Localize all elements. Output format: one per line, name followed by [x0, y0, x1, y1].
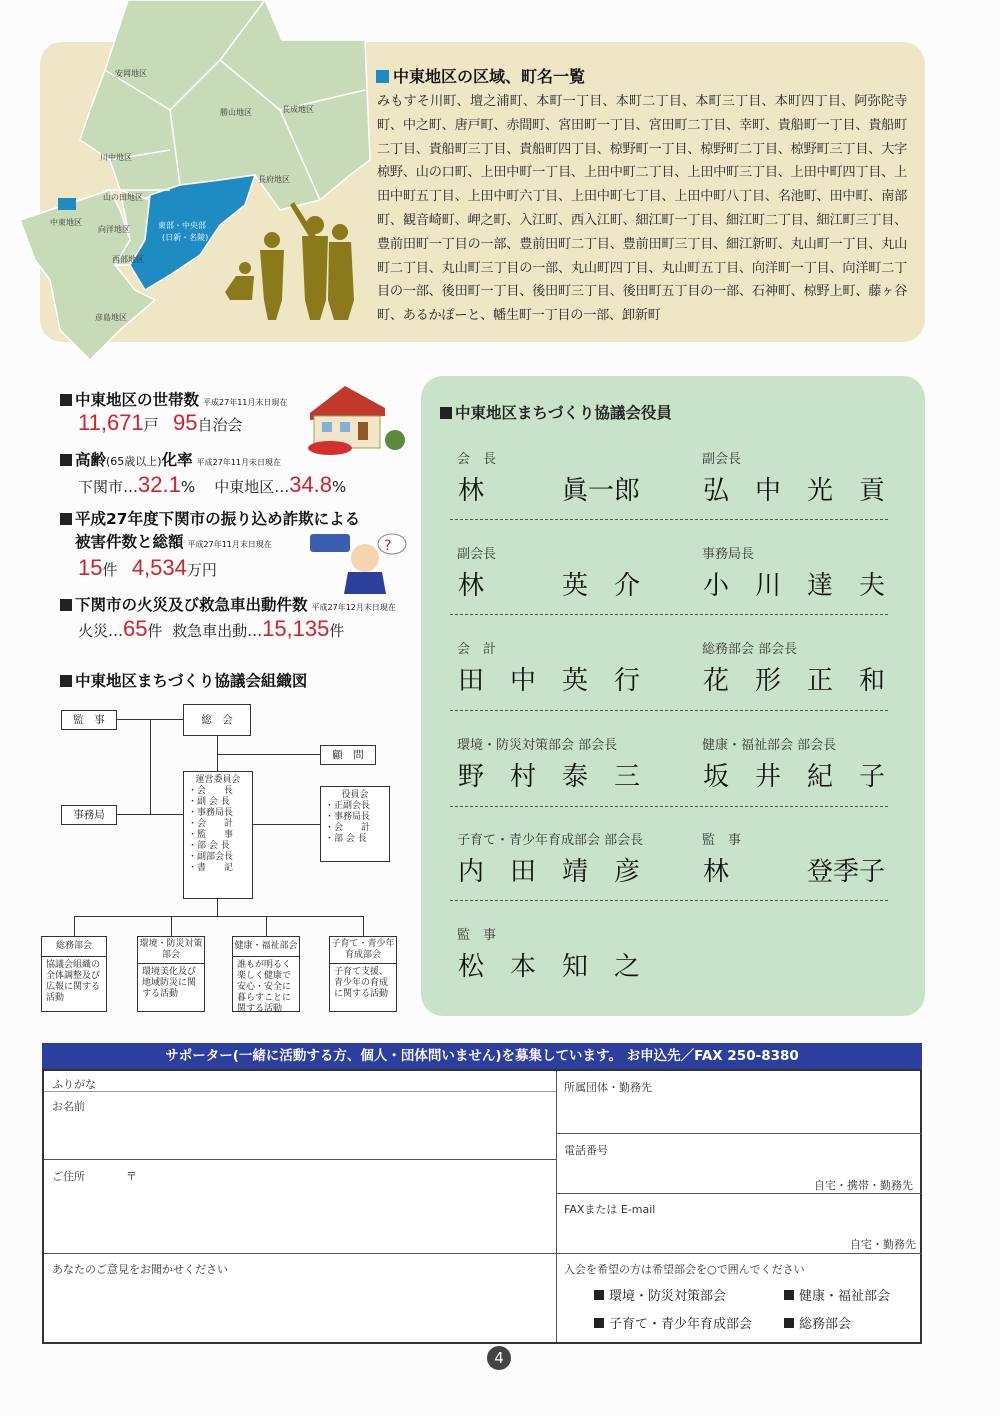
postal-mark: 〒 [126, 1170, 137, 1183]
name-field[interactable] [44, 1111, 554, 1157]
officer-role: 総務部会 部会長 [702, 642, 798, 657]
option-environment[interactable]: 環境・防災対策部会 [594, 1285, 726, 1304]
officer-role: 監 事 [457, 928, 497, 943]
map-label: 向洋地区 [98, 225, 130, 234]
aging-heading: 高齢(65歳以上)化率 平成27年11月末日現在 [60, 448, 281, 470]
officer-name: 坂 井 紀 子 [703, 762, 886, 792]
officer-role: 会 計 [457, 642, 497, 657]
join-note: 入会を希望の方は希望部会を○で囲んでください [564, 1263, 805, 1276]
org-auditor: 監 事 [61, 710, 117, 730]
fraud-heading: 平成27年度下関市の振り込め詐欺による [60, 507, 360, 529]
bullet-icon [60, 599, 72, 611]
address-label: ご住所 [52, 1170, 85, 1183]
org-secretariat: 事務局 [61, 805, 117, 825]
fax-note: 自宅・勤務先 [850, 1238, 916, 1251]
bullet-icon [784, 1290, 794, 1300]
map-legend-swatch [58, 198, 76, 210]
officers-heading: 中東地区まちづくり協議会役員 [440, 401, 672, 423]
heading-square-icon [376, 70, 389, 83]
phone-note: 自宅・携帯・勤務先 [814, 1179, 913, 1192]
house-illustration [300, 378, 410, 456]
map-label: 川中地区 [100, 153, 132, 162]
officer-name: 弘 中 光 貢 [703, 476, 886, 506]
bullet-icon [594, 1318, 604, 1328]
page-number: 4 [487, 1346, 511, 1370]
org-general-meeting: 総 会 [183, 704, 251, 736]
map-label: (日新・名陵) [162, 233, 209, 242]
officer-role: 会 長 [457, 452, 497, 467]
map-region-north [80, 0, 370, 210]
map-label: 東部・中央部 [158, 221, 206, 230]
area-town-list: みもすそ川町、壇之浦町、本町一丁目、本町二丁目、本町三丁目、本町四丁目、阿弥陀寺町、中之町、唐戸町、赤間町、宮田町一丁目、宮田町二丁目、幸町、貴船町一丁目、貴船町二丁目、貴船町三丁目、貴船町四丁目、椋野町一丁目、椋野町二丁目、椋野町三丁目、大字椋野、山の口町、上田中町一丁目、上田中町二丁目、上田中町三丁目、上田中町四丁目、上田中町五丁目、上田中町六丁目、上田中町七丁目、上田中町八丁目、名池町、田中町、南部町、観音崎町、岬之町、入江町、西入江町、細江町一丁目、細江町二丁目、細江町三丁目、豊前田町一丁目の一部、豊前田町二丁目、豊前田町三丁目、細江新町、丸山町一丁目、丸山町二丁目、丸山町三丁目の一部、丸山町四丁目、丸山町五丁目、向洋町一丁目、向洋町二丁目の一部、後田町一丁目、後田町三丁目、後田町五丁目の一部、石神町、椋野上町、藤ヶ谷町、あるかぽーと、幡生町一丁目の一部、卸新町 [377, 94, 907, 324]
family-silhouette [225, 202, 354, 320]
supporter-banner: サポーター(一緒に活動する方、個人・団体問いません)を募集しています。 お申込先／FAX 250-8380 [42, 1043, 922, 1069]
households-heading: 中東地区の世帯数 平成27年11月末日現在 [60, 388, 287, 410]
officer-name: 林 眞一郎 [458, 476, 641, 506]
officer-name: 林 登季子 [703, 857, 886, 887]
bullet-icon [784, 1318, 794, 1328]
officer-name: 田 中 英 行 [458, 666, 641, 696]
area-heading [376, 64, 585, 87]
org-steering-committee: 運営委員会 ・会 長 ・副 会 長 ・事務局長 ・会 計 ・監 事 ・部 会 長 ・副部会長 ・書 記 [183, 771, 253, 899]
fraud-value: 15件 4,534万円 [78, 555, 217, 580]
officer-role: 監 事 [702, 833, 742, 848]
divider [450, 806, 888, 807]
bullet-icon [594, 1290, 604, 1300]
fax-email-field[interactable] [558, 1215, 844, 1251]
map-label: 西部地区 [112, 255, 144, 264]
officer-name: 野 村 泰 三 [458, 762, 641, 792]
fraud-heading-2: 被害件数と総額 平成27年11月末日現在 [75, 533, 272, 551]
phone-field[interactable] [558, 1155, 808, 1191]
furigana-label: ふりがな [52, 1078, 96, 1091]
bullet-icon [440, 407, 452, 419]
org-dept-environment: 環境・防災対策部会 環境美化及び地域防災に関する活動 [137, 936, 205, 1012]
org-board: 役員会 ・正副会長 ・事務局長 ・会 計 ・部 会 長 [320, 786, 390, 862]
opinion-label: あなたのご意見をお聞かせください [52, 1263, 228, 1276]
officer-role: 環境・防災対策部会 部会長 [457, 738, 618, 753]
org-label: 所属団体・勤務先 [564, 1081, 652, 1094]
map-label: 山の田地区 [103, 193, 143, 202]
bullet-icon [60, 513, 72, 525]
option-health[interactable]: 健康・福祉部会 [784, 1285, 890, 1304]
district-map [20, 0, 380, 370]
bullet-icon [60, 675, 72, 687]
fire-heading: 下関市の火災及び救急車出動件数 平成27年12月末日現在 [60, 593, 396, 615]
officer-name: 林 英 介 [458, 571, 641, 601]
org-advisor: 顧 問 [320, 745, 376, 765]
org-dept-youth: 子育て・青少年育成部会 子育て支援、青少年の育成に関する活動 [329, 936, 397, 1012]
divider [450, 900, 888, 901]
officer-role: 子育て・青少年育成部会 部会長 [457, 833, 644, 848]
option-general-affairs[interactable]: 総務部会 [784, 1313, 851, 1332]
bullet-icon [60, 394, 72, 406]
org-dept-general-affairs: 総務部会 協議会組織の全体調整及び広報に関する活動 [41, 936, 107, 1012]
map-label: 彦島地区 [95, 313, 127, 322]
org-dept-health: 健康・福祉部会 誰もが明るく楽しく健康で安心・安全に暮らすことに関する活動 [232, 936, 300, 1012]
opinion-field[interactable] [44, 1275, 554, 1341]
phone-scam-illustration [310, 528, 410, 594]
divider [450, 519, 888, 520]
bullet-icon [60, 454, 72, 466]
officer-name: 花 形 正 和 [703, 666, 886, 696]
map-label: 安岡地区 [115, 69, 147, 78]
name-label: お名前 [52, 1100, 85, 1113]
map-label: 長府地区 [258, 175, 290, 184]
officer-role: 事務局長 [702, 547, 755, 562]
phone-label: 電話番号 [564, 1144, 608, 1157]
map-label: 長成地区 [282, 105, 314, 114]
svg-text:?: ? [384, 538, 392, 554]
officer-role: 健康・福祉部会 部会長 [702, 738, 837, 753]
area-heading-text: 中東地区の区域、町名一覧 [393, 67, 586, 86]
fax-label: FAXまたは E-mail [564, 1203, 656, 1216]
map-label: 勝山地区 [220, 108, 252, 117]
org-chart-heading: 中東地区まちづくり協議会組織図 [60, 669, 307, 691]
application-form [42, 1069, 922, 1344]
address-field[interactable] [44, 1181, 554, 1251]
option-youth[interactable]: 子育て・青少年育成部会 [594, 1313, 752, 1332]
officer-role: 副会長 [457, 547, 497, 562]
divider [450, 710, 888, 711]
map-legend-label: 中東地区 [50, 218, 82, 227]
divider [450, 614, 888, 615]
org-field[interactable] [558, 1091, 920, 1131]
officer-name: 小 川 達 夫 [703, 571, 886, 601]
officer-name: 松 本 知 之 [458, 952, 641, 982]
aging-value: 下関市…32.1% 中東地区…34.8% [78, 472, 347, 497]
officer-role: 副会長 [702, 452, 742, 467]
households-value: 11,671戸 95自治会 [78, 410, 243, 435]
fire-value: 火災…65件 救急車出動…15,135件 [78, 616, 345, 641]
officer-name: 内 田 靖 彦 [458, 857, 641, 887]
